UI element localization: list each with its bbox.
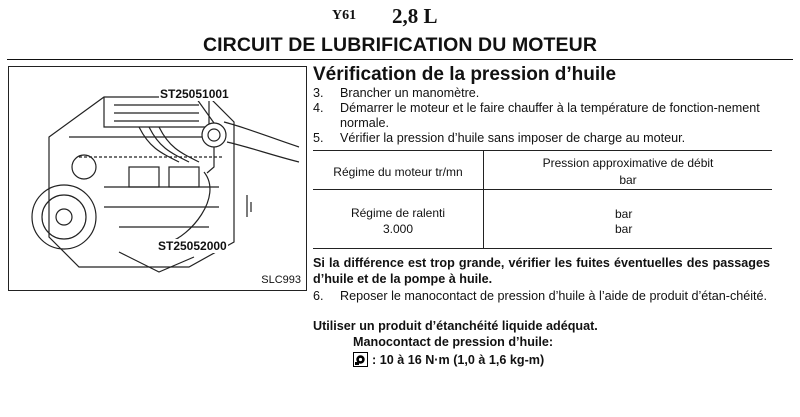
step-text: Reposer le manocontact de pression d’huile à l’aide de produit d’étan-chéité. [340,289,768,303]
step-number: 4. [313,101,324,115]
pressure-table [313,150,772,249]
step-text: Vérifier la pression d’huile sans imposer de charge au moteur. [340,131,686,145]
tool-label-bottom: ST25052000 [158,239,227,253]
table-cell-unit-1: bar [615,207,633,221]
title-divider [7,59,793,60]
table-header-regime: Régime du moteur tr/mn [333,165,463,179]
step-number: 3. [313,86,324,100]
step-number: 5. [313,131,324,145]
step-text: Brancher un manomètre. [340,86,480,100]
engine-drawing [9,67,306,290]
step-text: Démarrer le moteur et le faire chauffer à la température de fonction-nement normale. [340,101,760,130]
figure-code: SLC993 [261,274,301,286]
step-5 [313,131,686,146]
table-cell-regime-1: Régime de ralenti [350,206,446,220]
engine-illustration [8,66,307,291]
warning-text: Si la différence est trop grande, vérifier les fuites éventuelles des passages d’huile et de la pompe à huile. [313,256,770,286]
tool-label-top: ST25051001 [160,87,229,101]
switch-label: Manocontact de pression d’huile: [353,335,554,349]
torque-value: : 10 à 16 N·m (1,0 à 1,6 kg-m) [372,352,545,367]
torque-spec-row [353,352,544,367]
step-3 [313,86,480,101]
sealant-note: Utiliser un produit d’étanchéité liquide adéquat. [313,319,598,333]
torque-wrench-icon [353,352,368,367]
table-header-pressure: Pression approximative de débit [542,156,714,170]
engine-size: 2,8 L [392,4,438,28]
step-6 [313,289,768,304]
table-cell-unit-2: bar [615,222,633,236]
model-code: Y61 [332,8,357,23]
page-title: CIRCUIT DE LUBRIFICATION DU MOTEUR [202,34,598,56]
table-header-pressure-unit: bar [619,173,637,187]
table-header-divider [313,189,772,190]
table-cell-regime-2: 3.000 [382,222,414,236]
step-number: 6. [313,289,324,303]
step-4 [313,101,760,130]
section-title: Vérification de la pression d’huile [313,64,617,85]
